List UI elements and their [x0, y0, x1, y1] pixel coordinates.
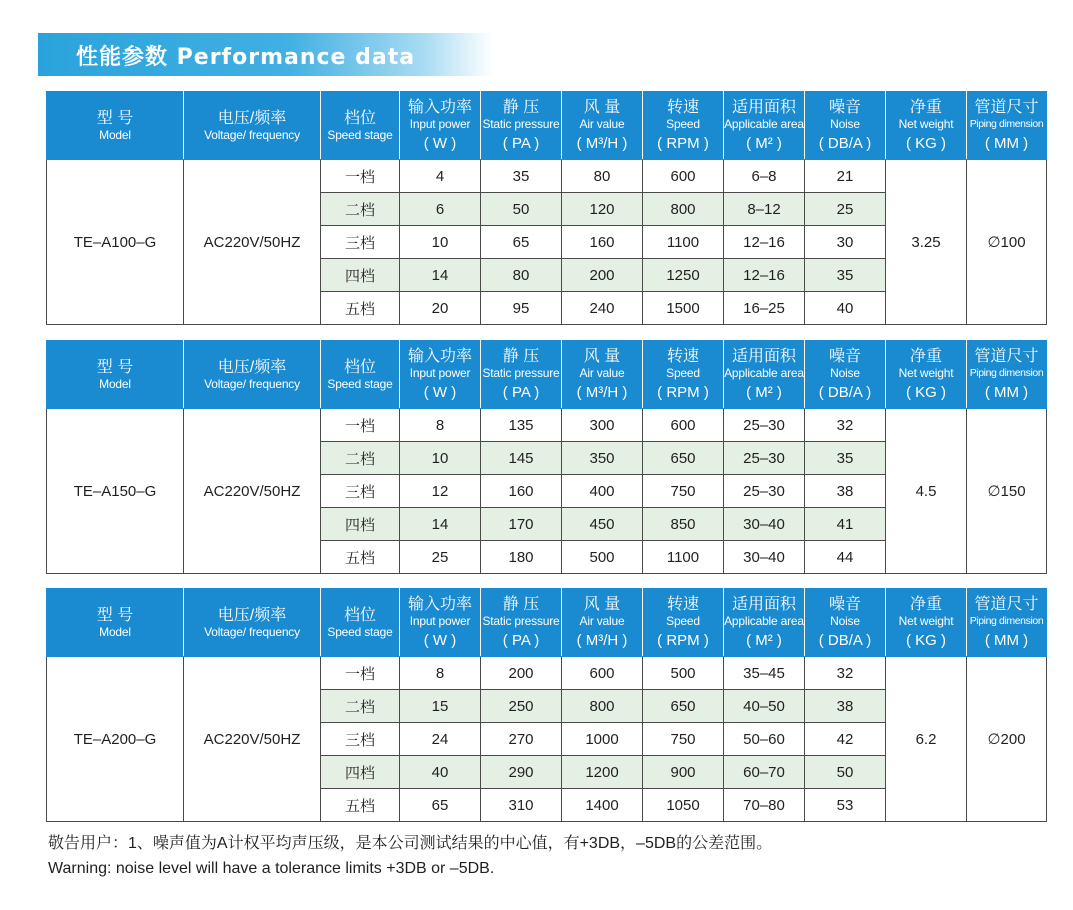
- speed-cell: 900: [643, 756, 724, 789]
- speed-cell: 600: [643, 409, 724, 442]
- speed-cell: 650: [643, 690, 724, 723]
- area-cell: 40–50: [724, 690, 805, 723]
- air-cell: 400: [562, 475, 643, 508]
- header-area-cn: 适用面积: [731, 98, 796, 116]
- air-cell: 300: [562, 409, 643, 442]
- header-pipe-en: Piping dimension: [969, 117, 1044, 130]
- header-power-cn: 输入功率: [407, 595, 472, 613]
- air-cell: 1000: [562, 723, 643, 756]
- header-air-cn: 风 量: [583, 347, 621, 365]
- header-power-en: Input power: [409, 613, 471, 628]
- speed-cell: 600: [643, 160, 724, 193]
- header-area-cn: 适用面积: [731, 347, 796, 365]
- header-air-en: Air value: [579, 613, 625, 628]
- speed-cell: 1050: [643, 789, 724, 822]
- header-power-en: Input power: [409, 116, 471, 131]
- header-pipe-unit: ( MM ): [984, 134, 1029, 152]
- header-noise-unit: ( DB/A ): [818, 134, 872, 152]
- stage-cell: 一档: [321, 409, 400, 442]
- pressure-cell: 145: [481, 442, 562, 475]
- header-air-unit: ( M³/H ): [576, 383, 628, 401]
- noise-cell: 38: [805, 690, 886, 723]
- header-model: [47, 589, 184, 657]
- power-cell: 24: [400, 723, 481, 756]
- pressure-cell: 290: [481, 756, 562, 789]
- pressure-cell: 80: [481, 259, 562, 292]
- header-voltage: [184, 92, 321, 160]
- speed-cell: 850: [643, 508, 724, 541]
- area-cell: 6–8: [724, 160, 805, 193]
- pressure-cell: 160: [481, 475, 562, 508]
- header-pressure-unit: ( PA ): [502, 383, 540, 401]
- power-cell: 6: [400, 193, 481, 226]
- area-cell: 30–40: [724, 508, 805, 541]
- power-cell: 4: [400, 160, 481, 193]
- header-speed: [643, 589, 724, 657]
- pressure-cell: 135: [481, 409, 562, 442]
- title-banner: [38, 33, 493, 76]
- header-row: [47, 92, 1047, 160]
- power-cell: 14: [400, 259, 481, 292]
- header-model-cn: 型 号: [96, 109, 134, 127]
- stage-cell: 二档: [321, 193, 400, 226]
- header-noise-cn: 噪音: [828, 595, 861, 613]
- header-pressure-cn: 静 压: [502, 98, 540, 116]
- header-area-en: Applicable area: [724, 116, 804, 131]
- pressure-cell: 270: [481, 723, 562, 756]
- header-speed: [643, 341, 724, 409]
- power-cell: 8: [400, 409, 481, 442]
- header-pressure-en: Static pressure: [482, 613, 560, 628]
- speed-cell: 500: [643, 657, 724, 690]
- header-weight-en: Net weight: [898, 365, 954, 380]
- pressure-cell: 250: [481, 690, 562, 723]
- air-cell: 200: [562, 259, 643, 292]
- header-model-en: Model: [99, 376, 131, 391]
- table-row: [47, 409, 1047, 442]
- header-noise-en: Noise: [830, 613, 860, 628]
- air-cell: 800: [562, 690, 643, 723]
- power-cell: 40: [400, 756, 481, 789]
- header-pressure-unit: ( PA ): [502, 134, 540, 152]
- header-air-unit: ( M³/H ): [576, 631, 628, 649]
- stage-cell: 三档: [321, 723, 400, 756]
- stage-cell: 五档: [321, 292, 400, 325]
- header-pressure-unit: ( PA ): [502, 631, 540, 649]
- header-air-cn: 风 量: [583, 98, 621, 116]
- header-pipe: [967, 341, 1047, 409]
- header-speed-unit: ( RPM ): [657, 383, 709, 401]
- stage-cell: 一档: [321, 657, 400, 690]
- stage-cell: 五档: [321, 789, 400, 822]
- speed-cell: 1500: [643, 292, 724, 325]
- header-voltage-en: Voltage/ frequency: [204, 376, 300, 391]
- header-area: [724, 92, 805, 160]
- air-cell: 80: [562, 160, 643, 193]
- weight-cell: 3.25: [886, 160, 967, 325]
- header-voltage-cn: 电压/频率: [217, 358, 287, 376]
- model-cell: TE–A200–G: [47, 657, 184, 822]
- header-pressure: [481, 341, 562, 409]
- header-pressure-cn: 静 压: [502, 347, 540, 365]
- air-cell: 120: [562, 193, 643, 226]
- header-area-en: Applicable area: [724, 365, 804, 380]
- noise-cell: 41: [805, 508, 886, 541]
- area-cell: 8–12: [724, 193, 805, 226]
- header-model-cn: 型 号: [96, 358, 134, 376]
- header-speed: [643, 92, 724, 160]
- header-area: [724, 589, 805, 657]
- header-speed-cn: 转速: [666, 347, 699, 365]
- header-noise-unit: ( DB/A ): [818, 383, 872, 401]
- header-pipe: [967, 92, 1047, 160]
- stage-cell: 三档: [321, 475, 400, 508]
- header-pipe-cn: 管道尺寸: [974, 595, 1039, 613]
- header-pipe-cn: 管道尺寸: [974, 347, 1039, 365]
- speed-cell: 650: [643, 442, 724, 475]
- header-speed-en: Speed: [666, 365, 700, 380]
- header-air: [562, 341, 643, 409]
- header-voltage-cn: 电压/频率: [217, 606, 287, 624]
- speed-cell: 1100: [643, 541, 724, 574]
- noise-cell: 35: [805, 442, 886, 475]
- header-row: [47, 589, 1047, 657]
- stage-cell: 二档: [321, 442, 400, 475]
- power-cell: 10: [400, 226, 481, 259]
- area-cell: 12–16: [724, 226, 805, 259]
- header-pipe-en: Piping dimension: [969, 366, 1044, 379]
- air-cell: 500: [562, 541, 643, 574]
- power-cell: 20: [400, 292, 481, 325]
- header-noise-unit: ( DB/A ): [818, 631, 872, 649]
- noise-cell: 25: [805, 193, 886, 226]
- header-air-cn: 风 量: [583, 595, 621, 613]
- noise-cell: 32: [805, 409, 886, 442]
- pressure-cell: 170: [481, 508, 562, 541]
- area-cell: 25–30: [724, 409, 805, 442]
- header-area-unit: ( M² ): [746, 134, 782, 152]
- pressure-cell: 310: [481, 789, 562, 822]
- header-pressure-en: Static pressure: [482, 365, 560, 380]
- header-speed-en: Speed: [666, 613, 700, 628]
- header-air: [562, 589, 643, 657]
- header-stage-cn: 档位: [343, 358, 376, 376]
- header-weight-cn: 净重: [909, 595, 942, 613]
- pressure-cell: 50: [481, 193, 562, 226]
- performance-table: [46, 91, 1047, 325]
- weight-cell: 4.5: [886, 409, 967, 574]
- header-speed-cn: 转速: [666, 98, 699, 116]
- header-pressure: [481, 589, 562, 657]
- noise-cell: 35: [805, 259, 886, 292]
- weight-cell: 6.2: [886, 657, 967, 822]
- header-weight: [886, 341, 967, 409]
- header-power: [400, 341, 481, 409]
- header-power-cn: 输入功率: [407, 98, 472, 116]
- header-air-en: Air value: [579, 116, 625, 131]
- air-cell: 350: [562, 442, 643, 475]
- header-pipe-cn: 管道尺寸: [974, 98, 1039, 116]
- area-cell: 25–30: [724, 442, 805, 475]
- header-weight-cn: 净重: [909, 347, 942, 365]
- header-area: [724, 341, 805, 409]
- header-weight: [886, 589, 967, 657]
- page-title: 性能参数 Performance data: [76, 45, 416, 70]
- area-cell: 70–80: [724, 789, 805, 822]
- header-stage: [321, 589, 400, 657]
- stage-cell: 五档: [321, 541, 400, 574]
- noise-cell: 21: [805, 160, 886, 193]
- voltage-cell: AC220V/50HZ: [184, 657, 321, 822]
- header-stage-en: Speed stage: [327, 376, 393, 391]
- area-cell: 30–40: [724, 541, 805, 574]
- area-cell: 12–16: [724, 259, 805, 292]
- air-cell: 160: [562, 226, 643, 259]
- header-noise: [805, 92, 886, 160]
- noise-cell: 40: [805, 292, 886, 325]
- header-stage-cn: 档位: [343, 109, 376, 127]
- header-area-en: Applicable area: [724, 613, 804, 628]
- header-model: [47, 92, 184, 160]
- header-noise-cn: 噪音: [828, 347, 861, 365]
- header-weight-unit: ( KG ): [906, 383, 946, 401]
- header-air: [562, 92, 643, 160]
- table-row: [47, 160, 1047, 193]
- header-power: [400, 92, 481, 160]
- power-cell: 10: [400, 442, 481, 475]
- header-stage: [321, 341, 400, 409]
- power-cell: 15: [400, 690, 481, 723]
- noise-cell: 50: [805, 756, 886, 789]
- area-cell: 25–30: [724, 475, 805, 508]
- header-weight-en: Net weight: [898, 613, 954, 628]
- speed-cell: 750: [643, 723, 724, 756]
- warning-note-en: Warning: noise level will have a tolerance limits +3DB or –5DB.: [48, 860, 495, 877]
- header-row: [47, 341, 1047, 409]
- header-voltage: [184, 589, 321, 657]
- header-voltage: [184, 341, 321, 409]
- power-cell: 12: [400, 475, 481, 508]
- header-speed-en: Speed: [666, 116, 700, 131]
- air-cell: 600: [562, 657, 643, 690]
- header-speed-unit: ( RPM ): [657, 631, 709, 649]
- header-pipe-unit: ( MM ): [984, 383, 1029, 401]
- header-pressure-en: Static pressure: [482, 116, 560, 131]
- header-voltage-en: Voltage/ frequency: [204, 624, 300, 639]
- area-cell: 50–60: [724, 723, 805, 756]
- header-area-unit: ( M² ): [746, 631, 782, 649]
- speed-cell: 800: [643, 193, 724, 226]
- header-model-en: Model: [99, 127, 131, 142]
- table-row: [47, 657, 1047, 690]
- speed-cell: 1100: [643, 226, 724, 259]
- header-pressure-cn: 静 压: [502, 595, 540, 613]
- noise-cell: 32: [805, 657, 886, 690]
- performance-table: [46, 340, 1047, 574]
- power-cell: 25: [400, 541, 481, 574]
- header-voltage-en: Voltage/ frequency: [204, 127, 300, 142]
- header-stage-en: Speed stage: [327, 127, 393, 142]
- speed-cell: 1250: [643, 259, 724, 292]
- power-cell: 14: [400, 508, 481, 541]
- header-pipe-unit: ( MM ): [984, 631, 1029, 649]
- pressure-cell: 200: [481, 657, 562, 690]
- voltage-cell: AC220V/50HZ: [184, 160, 321, 325]
- pressure-cell: 180: [481, 541, 562, 574]
- header-stage-cn: 档位: [343, 606, 376, 624]
- header-stage-en: Speed stage: [327, 624, 393, 639]
- model-cell: TE–A100–G: [47, 160, 184, 325]
- noise-cell: 53: [805, 789, 886, 822]
- warning-note-cn: 敬告用户：1、噪声值为A计权平均声压级，是本公司测试结果的中心值，有+3DB，–5DB的公差范围。: [48, 835, 773, 852]
- header-air-unit: ( M³/H ): [576, 134, 628, 152]
- header-speed-cn: 转速: [666, 595, 699, 613]
- header-noise-en: Noise: [830, 116, 860, 131]
- header-weight: [886, 92, 967, 160]
- stage-cell: 四档: [321, 259, 400, 292]
- speed-cell: 750: [643, 475, 724, 508]
- header-model-en: Model: [99, 624, 131, 639]
- air-cell: 1200: [562, 756, 643, 789]
- header-power: [400, 589, 481, 657]
- header-pressure: [481, 92, 562, 160]
- model-cell: TE–A150–G: [47, 409, 184, 574]
- area-cell: 16–25: [724, 292, 805, 325]
- power-cell: 65: [400, 789, 481, 822]
- header-weight-en: Net weight: [898, 116, 954, 131]
- header-power-en: Input power: [409, 365, 471, 380]
- pipe-cell: ∅200: [967, 657, 1047, 822]
- header-power-cn: 输入功率: [407, 347, 472, 365]
- header-speed-unit: ( RPM ): [657, 134, 709, 152]
- area-cell: 60–70: [724, 756, 805, 789]
- noise-cell: 42: [805, 723, 886, 756]
- header-weight-unit: ( KG ): [906, 134, 946, 152]
- header-voltage-cn: 电压/频率: [217, 109, 287, 127]
- header-air-en: Air value: [579, 365, 625, 380]
- header-weight-cn: 净重: [909, 98, 942, 116]
- noise-cell: 44: [805, 541, 886, 574]
- stage-cell: 一档: [321, 160, 400, 193]
- header-model: [47, 341, 184, 409]
- pressure-cell: 35: [481, 160, 562, 193]
- header-stage: [321, 92, 400, 160]
- header-power-unit: ( W ): [423, 631, 457, 649]
- header-weight-unit: ( KG ): [906, 631, 946, 649]
- pipe-cell: ∅100: [967, 160, 1047, 325]
- header-pipe: [967, 589, 1047, 657]
- pressure-cell: 95: [481, 292, 562, 325]
- header-pipe-en: Piping dimension: [969, 614, 1044, 627]
- header-noise-cn: 噪音: [828, 98, 861, 116]
- noise-cell: 30: [805, 226, 886, 259]
- air-cell: 240: [562, 292, 643, 325]
- air-cell: 1400: [562, 789, 643, 822]
- stage-cell: 四档: [321, 508, 400, 541]
- noise-cell: 38: [805, 475, 886, 508]
- area-cell: 35–45: [724, 657, 805, 690]
- stage-cell: 三档: [321, 226, 400, 259]
- power-cell: 8: [400, 657, 481, 690]
- header-area-unit: ( M² ): [746, 383, 782, 401]
- header-area-cn: 适用面积: [731, 595, 796, 613]
- stage-cell: 二档: [321, 690, 400, 723]
- air-cell: 450: [562, 508, 643, 541]
- voltage-cell: AC220V/50HZ: [184, 409, 321, 574]
- header-noise: [805, 341, 886, 409]
- stage-cell: 四档: [321, 756, 400, 789]
- header-noise: [805, 589, 886, 657]
- header-power-unit: ( W ): [423, 383, 457, 401]
- header-power-unit: ( W ): [423, 134, 457, 152]
- performance-table: [46, 588, 1047, 822]
- pipe-cell: ∅150: [967, 409, 1047, 574]
- pressure-cell: 65: [481, 226, 562, 259]
- header-noise-en: Noise: [830, 365, 860, 380]
- header-model-cn: 型 号: [96, 606, 134, 624]
